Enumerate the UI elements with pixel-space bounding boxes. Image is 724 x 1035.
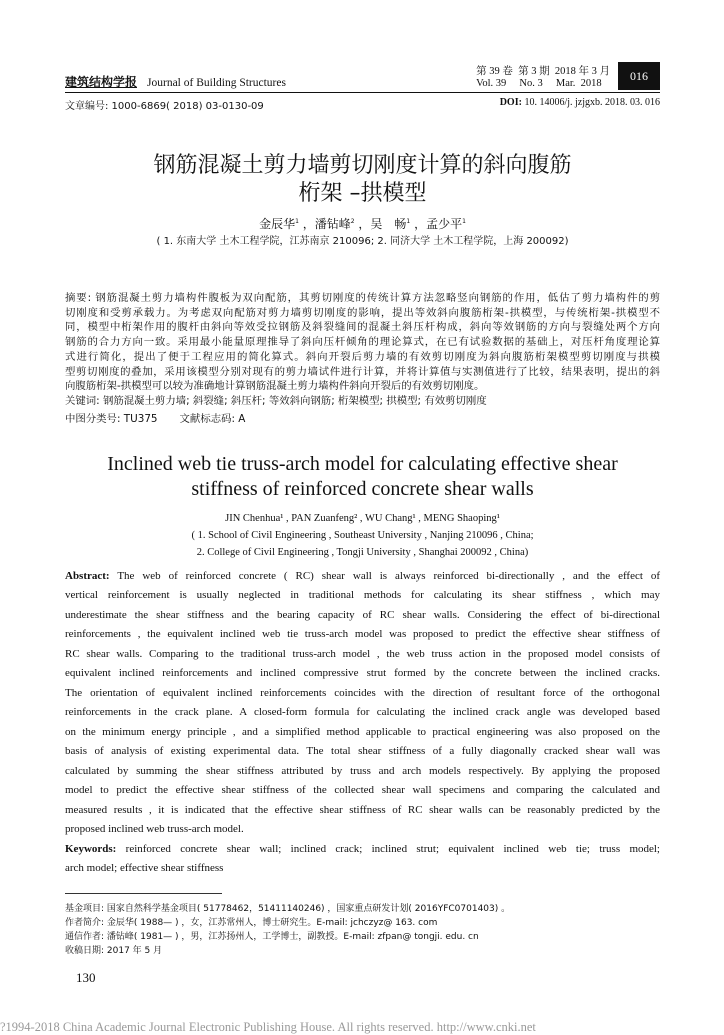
en-authors: JIN Chenhua¹ , PAN Zuanfeng² , WU Chang¹ , MENG Shaoping¹ xyxy=(225,512,500,524)
en-affiliation-1: ( 1. School of Civil Engineering , Southeast University , Nanjing 210096 , China; xyxy=(191,529,534,541)
author-sup: 2 xyxy=(350,218,355,225)
author-sup: 1 xyxy=(462,218,466,225)
en-affiliation-2: 2. College of Civil Engineering , Tongji University , Shanghai 200092 , China) xyxy=(196,546,529,558)
author-sup: 1 xyxy=(406,218,411,225)
cn-author: 吴 畅 xyxy=(370,217,407,231)
page-number: 130 xyxy=(76,969,96,985)
cn-title-line2: 桁架 –拱模型 xyxy=(298,181,427,206)
page-code-badge: 016 xyxy=(618,62,660,90)
cn-abstract-line: 钢筋的合力方向一致。采用最小能量原理推导了斜向压杆倾角的理论算式，在已有试验数据的基础上，对压杆角度理论算 xyxy=(65,336,660,349)
en-abstract-line: basis of analysis of existing experimental data. The total shear stiffness of a fully diagonally cracked shear wall was xyxy=(65,745,660,758)
abstract-text: The web of reinforced concrete ( RC) shear wall is always reinforced bi-directionally , and the effect of xyxy=(109,569,660,582)
cn-affiliation: ( 1. 东南大学 土木工程学院，江苏南京 210096; 2. 同济大学 土木工程学院，上海 200092) xyxy=(156,236,569,247)
article-meta xyxy=(65,97,660,112)
doi-value: 10. 14006/j. jzjgxb. 2018. 03. 016 xyxy=(521,97,660,108)
footnote-received: 收稿日期: 2017 年 5 月 xyxy=(65,945,163,956)
cn-author: 潘钻峰 xyxy=(314,217,351,231)
en-abstract-line: vertical reinforcement is usually neglected in traditional methods for calculating its shear stiffness , which may xyxy=(65,589,660,602)
doi-label: DOI: xyxy=(499,97,522,108)
cn-abstract-line: 向腹筋桁架-拱模型可以较为准确地计算钢筋混凝土剪力墙构件斜向开裂后的有效剪切刚度。 xyxy=(65,380,485,393)
en-abstract-line: equivalent inclined reinforcements and inclined compressive strut formed by the concrete between the inclined cracks. xyxy=(65,667,660,680)
en-abstract-line: reinforcements in the crack plane. A closed-form formula for calculating the inclined crack angle was developed based xyxy=(65,706,660,719)
cn-authors: 金辰华$^1$ ，潘钻峰$^2$ ，吴 畅$^1$ ，孟少平$^1$ xyxy=(259,217,466,231)
doi xyxy=(500,97,660,112)
issue-block xyxy=(476,62,660,90)
journal-name-cn: 建筑结构学报 xyxy=(65,75,138,89)
en-abstract-line: proposed inclined web truss-arch model. xyxy=(65,823,244,836)
cn-abstract-line: 摘要: 钢筋混凝土剪力墙构件腹板为双向配筋，其剪切刚度的传统计算方法忽略竖向钢筋的作用，低估了剪力墙构件的剪 xyxy=(65,292,660,304)
en-abstract-line: model to predict the effective shear stiffness of the collected shear wall specimens and comparing the calculated and xyxy=(65,784,660,797)
classification xyxy=(65,412,660,426)
keywords-text: reinforced concrete shear wall; inclined crack; inclined strut; equivalent inclined web tie; truss model; xyxy=(116,842,660,855)
footnote-funding: 基金项目: 国家自然科学基金项目( 51778462，51411140246) ，国家重点研发计划( 2016YFC0701403) 。 xyxy=(65,903,511,914)
en-title-line2: stiffness of reinforced concrete shear walls xyxy=(191,477,534,500)
author-sup: 1 xyxy=(295,218,299,225)
article-number: 文章编号: 1000-6869( 2018) 03-0130-09 xyxy=(65,101,264,112)
keywords-label: Keywords: xyxy=(65,842,117,855)
en-abstract-line xyxy=(65,567,660,587)
en-abstract-line: RC shear walls. Comparing to the traditional truss-arch model , the web truss action in the proposed model consists of xyxy=(65,647,660,660)
en-abstract-line: underestimate the shear stiffness and the bearing capacity of RC shear walls. Considering the effect of bi-directional xyxy=(65,608,660,621)
cn-title-line1: 钢筋混凝土剪力墙剪切刚度计算的斜向腹筋 xyxy=(153,153,572,178)
cn-keywords: 关键词: 钢筋混凝土剪力墙; 斜裂缝; 斜压杆; 等效斜向钢筋; 桁架模型; 拱模型; 有效剪切刚度 xyxy=(65,394,487,407)
cn-abstract-line: 切刚度和受剪承载力。为考虑双向配筋对剪力墙剪切刚度的影响，提出等效斜向腹筋桁架-拱模型，与传统桁架-拱模型不 xyxy=(65,306,660,319)
issue-info xyxy=(476,66,610,90)
cn-author: 金辰华 xyxy=(259,217,296,231)
en-abstract-line: measured results , it is indicated that the effective shear stiffness of RC shear walls can be reasonably predicted by the xyxy=(65,803,660,816)
cn-author: 孟少平 xyxy=(426,217,463,231)
paper-page xyxy=(0,62,660,1035)
en-abstract-line: on the minimum energy principle , and a simplified method applicable to practical engineering was also proposed on the xyxy=(65,725,660,738)
abstract-label: Abstract: xyxy=(65,569,110,582)
en-keywords xyxy=(65,840,660,860)
journal-title xyxy=(65,73,286,90)
cn-abstract-line: 型剪切刚度的叠加，采用该模型分别对现有的剪力墙试件进行计算，并将计算值与实测值进行了比较，结果表明，提出的斜 xyxy=(65,365,660,378)
cn-abstract xyxy=(65,291,660,409)
en-title-line1: Inclined web tie truss-arch model for calculating effective shear xyxy=(107,452,618,475)
en-abstract-line: reinforcements , the equivalent inclined web tie truss-arch model was proposed to predict the effective shear stiffness of xyxy=(65,628,660,641)
cn-abstract-line: 同，模型中桁架作用的腹杆由斜向等效受拉钢筋及斜裂缝间的混凝土斜压杆构成，斜向等效钢筋的方向与裂缝处两个方向 xyxy=(65,321,660,334)
clc-number: 中图分类号: TU375 xyxy=(65,412,158,425)
footnote-rule xyxy=(65,893,222,894)
journal-header xyxy=(65,62,660,93)
en-keywords-cont: arch model; effective shear stiffness xyxy=(65,862,224,875)
en-abstract xyxy=(65,567,660,879)
document-code: 文献标志码: A xyxy=(179,412,246,425)
cn-abstract-line: 式进行简化，提出了便于工程应用的简化算式。斜向开裂后剪力墙的有效剪切刚度为斜向腹筋桁架模型剪切刚度与拱模 xyxy=(65,350,660,363)
issue-cn: 第 39 卷 第 3 期 2018 年 3 月 xyxy=(476,66,610,77)
footnote-corresponding: 通信作者: 潘钻峰( 1981— ) ，男，江苏扬州人，工学博士，副教授。E-mail: zfpan@ tongji. edu. cn xyxy=(65,931,479,942)
footnote-author-bio: 作者简介: 金辰华( 1988— ) ，女，江苏常州人，博士研究生。E-mail: jchczyz@ 163. com xyxy=(65,917,438,928)
issue-en: Vol. 39 No. 3 Mar. 2018 xyxy=(476,78,602,89)
journal-name-en: Journal of Building Structures xyxy=(147,77,286,89)
cnki-watermark: ?1994-2018 China Academic Journal Electronic Publishing House. All rights reserved. http://www.cnki.net xyxy=(0,1019,536,1034)
en-abstract-line: calculated by summing the shear stiffness attributed by truss and arch models respectively. By applying the proposed xyxy=(65,764,660,777)
en-abstract-line: The orientation of equivalent inclined reinforcements coincides with the direction of resultant force of the orthogonal xyxy=(65,686,660,699)
footnotes xyxy=(65,902,660,958)
